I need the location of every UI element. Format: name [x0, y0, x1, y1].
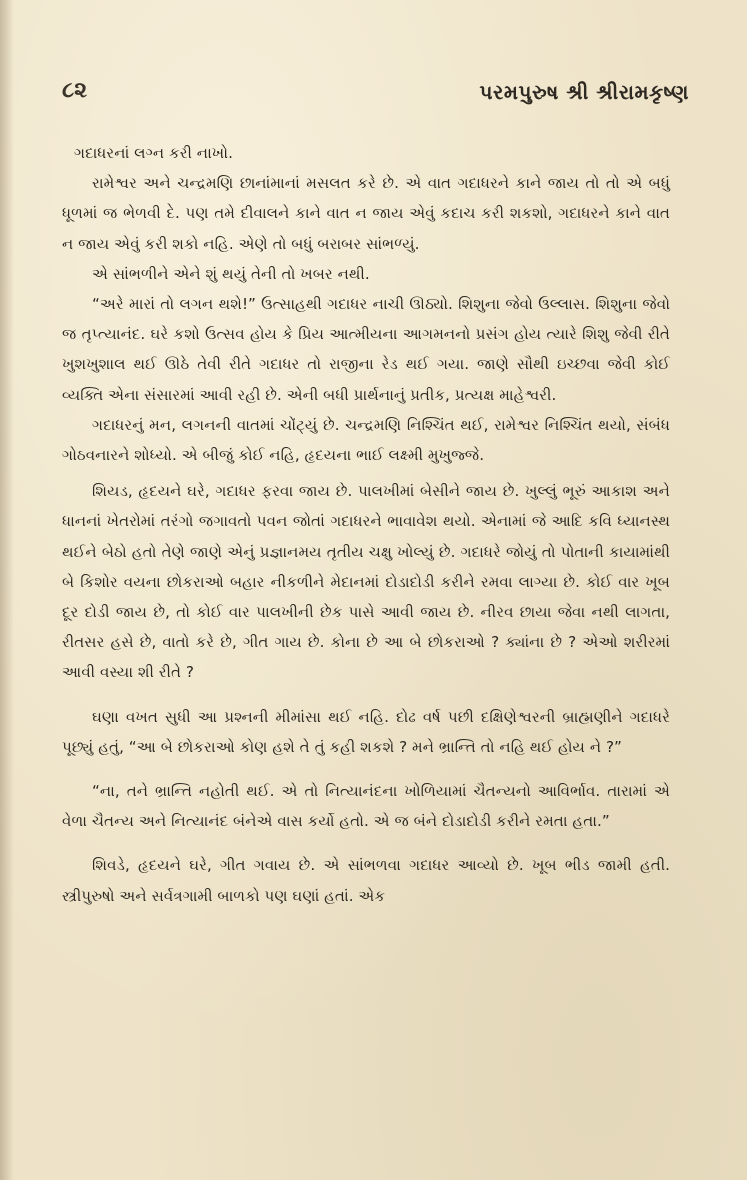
- running-head: [0, 78, 747, 108]
- paragraph-6: શિયડ, હૃદયને ઘરે, ગદાધર ફરવા જાય છે. પાલખીમાં બેસીને જાય છે. ખુલ્લું ભૂરું આકાશ અને ધાનનાં ખેતરોમાં તરંગો જગાવતો પવન જોતાં ગદાધરને ભાવાવેશ થયો. એનામાં જે આદિ કવિ ધ્યાનસ્થ થઈને બેઠો હતો તેણે જાણે એનું પ્રજ્ઞાનમય તૃતીય ચક્ષુ ખોલ્યું છે. ગદાધરે જોયું તો પોતાની કાયામાંથી બે કિશોર વયના છોકરાઓ બહાર નીકળીને મેદાનમાં દોડાદોડી કરીને રમવા લાગ્યા છે. કોઈ વાર ખૂબ દૂર દોડી જાય છે, તો કોઈ વાર પાલખીની છેક પાસે આવી જાય છે. નીરવ છાયા જેવા નથી લાગતા, રીતસર હસે છે, વાતો કરે છે, ગીત ગાય છે. કોના છે આ બે છોકરાઓ ? ક્યાંના છે ? એઓ શરીરમાં આવી વસ્યા શી રીતે ?: [62, 482, 670, 682]
- paragraph-8: “ના, તને ભ્રાન્તિ નહોતી થઈ. એ તો નિત્યાનંદના ખોળિયામાં ચૈતન્યનો આવિર્ભાવ. તારામાં એ વેળા ચૈતન્ય અને નિત્યાનંદ બંનેએ વાસ કર્યો હતો. એ જ બંને દોડાદોડી કરીને રમતા હતા.”: [62, 782, 670, 831]
- paragraph-2: રામેશ્વર અને ચન્દ્રમણિ છાનાંમાનાં મસલત કરે છે. એ વાત ગદાધરને કાને જાય તો તો એ બધું ધૂળમાં જ ભેળવી દે. પણ તમે દીવાલને કાને વાત ન જાય એવું કદાચ કરી શકશો, ગદાધરને કાને વાત ન જાય એવું કરી શકો નહિ. એણે તો બધું બરાબર સાંભળ્યું.: [62, 174, 670, 253]
- paragraph-gap: [62, 762, 670, 776]
- paragraph-gap: [62, 688, 670, 702]
- paragraph-4: “અરે મારાં તો લગન થશે!” ઉત્સાહથી ગદાધર નાચી ઊઠ્યો. શિશુના જેવો ઉલ્લાસ. શિશુના જેવો જ તૃપ્ત્યાનંદ. ઘરે કશો ઉત્સવ હોય કે પ્રિય આત્મીયના આગમનનો પ્રસંગ હોય ત્યારે શિશુ જેવી રીતે ખુશખુશાલ થઈ ઊઠે તેવી રીતે ગદાધર તો રાજીના રેડ થઈ ગયા. જાણે સૌથી ઇચ્છવા જેવી કોઈ વ્યક્તિ એના સંસારમાં આવી રહી છે. એની બધી પ્રાર્થનાનું પ્રતીક, પ્રત્યક્ષ માહેશ્વરી.: [62, 295, 670, 404]
- paragraph-3: એ સાંભળીને એને શું થયું તેની તો ખબર નથી.: [92, 264, 370, 283]
- paragraph-9: શિવડે, હૃદયને ઘરે, ગીત ગવાય છે. એ સાંભળવા ગદાધર આવ્યો છે. ખૂબ ભીડ જામી હતી. સ્ત્રીપુરુષો અને સર્વત્રગામી બાળકો પણ ઘણાં હતાં. એક: [62, 856, 670, 905]
- paragraph-5: ગદાધરનું મન, લગનની વાતમાં ચોંટ્યું છે. ચન્દ્રમણિ નિશ્ચિંત થઈ, રામેશ્વર નિશ્ચિંત થયો, સંબંધ ગોઠવનારને શોધ્યો. એ બીજું કોઈ નહિ, હૃદયના ભાઈ લક્ષ્મી મુખુજ્જે.: [62, 415, 670, 465]
- body-text: [62, 138, 670, 911]
- page-gutter-shadow: [0, 0, 14, 1180]
- book-title: પરમપુરુષ શ્રી શ્રીરામકૃષ્ણ: [479, 80, 689, 104]
- paragraph-gap: [62, 836, 670, 850]
- paragraph-7: ઘણા વખત સુધી આ પ્રશ્નની મીમાંસા થઈ નહિ. દોઢ વર્ષ પછી દક્ષિણેશ્વરની બ્રાહ્મણીને ગદાધરે પૂછ્યું હતું, “આ બે છોકરાઓ કોણ હશે તે તું કહી શકશે ? મને ભ્રાન્તિ તો નહિ થઈ હોય ને ?”: [62, 707, 670, 756]
- page-number: ૮૨: [62, 78, 88, 103]
- paragraph-1: ગદાધરનાં લગ્ન કરી નાખો.: [74, 144, 233, 162]
